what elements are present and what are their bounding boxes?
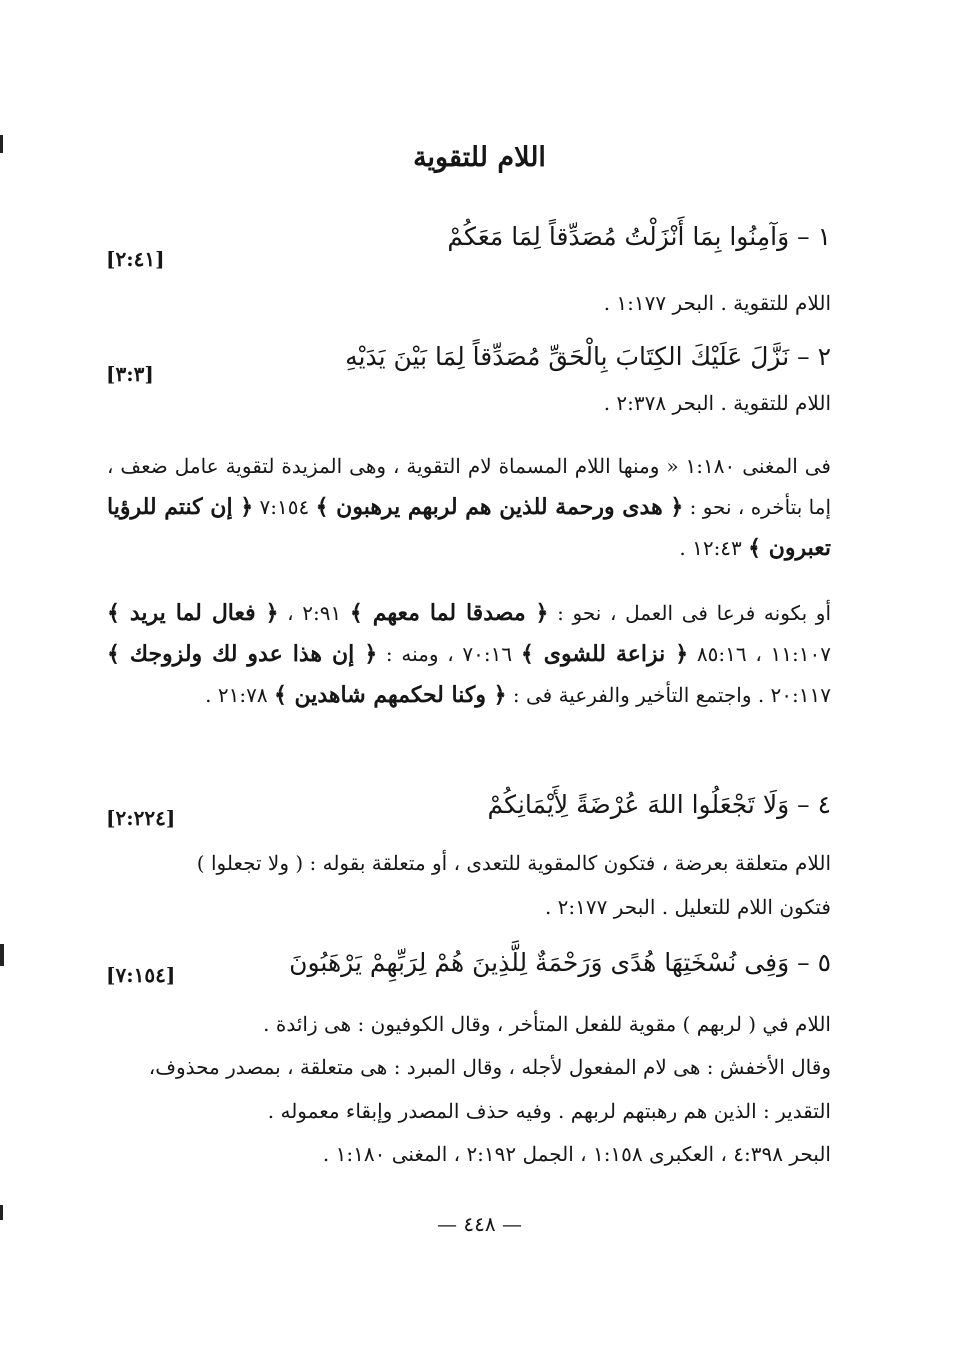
commentary-paragraph-2 bbox=[107, 593, 831, 716]
verse-5-reference: [٧:١٥٤] bbox=[106, 963, 176, 987]
quran-quote: ﴿ إن كنتم للرؤيا تعبرون ﴾ bbox=[107, 494, 831, 561]
verse-4-reference: [٢:٢٢٤] bbox=[106, 806, 176, 830]
quran-quote: ﴿ فعال لما يريد ﴾ bbox=[107, 600, 279, 626]
quran-quote: ﴿ هدى ورحمة للذين هم لربهم يرهبون ﴾ bbox=[315, 494, 684, 520]
verse-citation: ١١:١٠٧ ، ٨٥:١٦ bbox=[688, 642, 831, 666]
verse-4: ٤ – وَلَا تَجْعَلُوا اللهَ عُرْضَةً لِأَيْمَانِكُمْ bbox=[487, 790, 831, 819]
page-title: اللام للتقوية bbox=[413, 142, 546, 173]
verse-4-note-line-2: فتكون اللام للتعليل . البحر ٢:١٧٧ . bbox=[544, 895, 831, 919]
verse-1: ١ – وَآمِنُوا بِمَا أَنْزَلْتُ مُصَدِّقاً لِمَا مَعَكُمْ bbox=[447, 222, 831, 251]
verse-citation: ٢٠:١١٧ . واجتمع التأخير والفرعية فى : bbox=[506, 683, 831, 707]
verse-citation: ٧٠:١٦ ، ومنه : bbox=[377, 642, 521, 666]
verse-1-reference: [٢:٤١] bbox=[106, 247, 165, 271]
verse-4-note-line-1: اللام متعلقة بعرضة ، فتكون كالمقوية للتعدى ، أو متعلقة بقوله : ( ولا تجعلوا ) bbox=[196, 851, 831, 875]
verse-5-note-line-2: وقال الأخفش : هى لام المفعول لأجله ، وقال المبرد : هى متعلقة ، بمصدر محذوف، bbox=[148, 1055, 831, 1079]
verse-citation: ٢:٩١ ، bbox=[278, 601, 350, 625]
scan-edge-mark bbox=[0, 135, 3, 153]
paragraph-text: فى المغنى ١:١٨٠ « ومنها اللام المسماة لام التقوية ، وهى المزيدة لتقوية عامل ضعف ، إما بتأخره ، نحو : bbox=[107, 454, 832, 519]
verse-5-note-line-1: اللام في ( لربهم ) مقوية للفعل المتأخر ، وقال الكوفيون : هى زائدة . bbox=[263, 1012, 831, 1036]
scan-edge-mark bbox=[0, 944, 4, 966]
verse-citation: ٢١:٧٨ . bbox=[205, 683, 274, 707]
verse-5-note-line-3: التقدير : الذين هم رهبتهم لربهم . وفيه حذف المصدر وإبقاء معموله . bbox=[267, 1099, 831, 1123]
scan-edge-mark bbox=[0, 1205, 3, 1220]
verse-2-note: اللام للتقوية . البحر ٢:٣٧٨ . bbox=[603, 391, 831, 415]
verse-2-reference: [٣:٣] bbox=[106, 362, 154, 386]
verse-citation: ٧:١٥٤ bbox=[253, 495, 316, 519]
verse-2: ٢ – نَزَّلَ عَلَيْكَ الكِتَابَ بِالْحَقِّ مُصَدِّقاً لِمَا بَيْنَ يَدَيْهِ bbox=[345, 342, 831, 371]
quran-quote: ﴿ مصدقا لما معهم ﴾ bbox=[349, 600, 549, 626]
verse-5-note-line-4: البحر ٤:٣٩٨ ، العكبرى ١:١٥٨ ، الجمل ٢:١٩٢ ، المغنى ١:١٨٠ . bbox=[322, 1142, 831, 1166]
quran-quote: ﴿ نزاعة للشوى ﴾ bbox=[520, 641, 689, 667]
page-number: — ٤٤٨ — bbox=[437, 1212, 522, 1236]
verse-5: ٥ – وَفِى نُسْخَتِهَا هُدًى وَرَحْمَةٌ لِلَّذِينَ هُمْ لِرَبِّهِمْ يَرْهَبُونَ bbox=[289, 948, 831, 977]
quran-quote: ﴿ وكنا لحكمهم شاهدين ﴾ bbox=[273, 682, 507, 708]
commentary-paragraph-1 bbox=[107, 446, 831, 569]
verse-citation: ١٢:٤٣ . bbox=[679, 536, 749, 560]
paragraph-text: أو بكونه فرعا فى العمل ، نحو : bbox=[548, 601, 832, 625]
quran-quote: ﴿ إن هذا عدو لك ولزوجك ﴾ bbox=[107, 641, 378, 667]
verse-1-note: اللام للتقوية . البحر ١:١٧٧ . bbox=[603, 291, 831, 315]
